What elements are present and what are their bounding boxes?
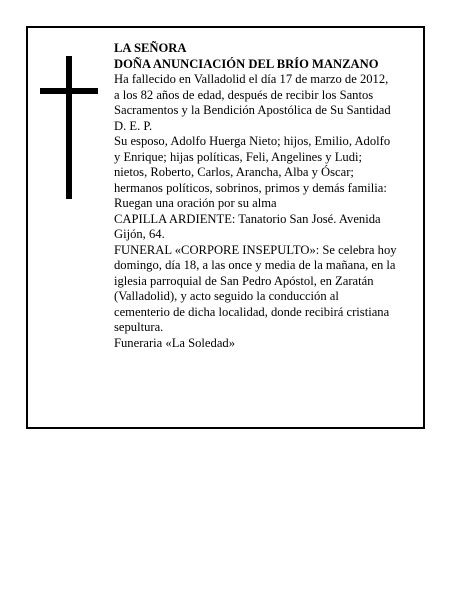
funeral-line: cementerio de dicha localidad, donde recibirá cristiana bbox=[114, 304, 390, 319]
chapel-line: CAPILLA ARDIENTE: Tanatorio San José. Avenida bbox=[114, 211, 381, 226]
cross-icon bbox=[40, 56, 98, 199]
heading-la-senora: LA SEÑORA bbox=[114, 41, 187, 55]
deceased-name: DOÑA ANUNCIACIÓN DEL BRÍO MANZANO bbox=[114, 56, 379, 71]
funeral-line: domingo, día 18, a las once y media de la mañana, en la bbox=[114, 258, 396, 272]
chapel-paragraph bbox=[114, 212, 424, 243]
funeral-line: FUNERAL «CORPORE INSEPULTO»: Se celebra hoy bbox=[114, 242, 397, 257]
funeral-home: Funeraria «La Soledad» bbox=[114, 335, 235, 350]
family-line: Su esposo, Adolfo Huerga Nieto; hijos, Emilio, Adolfo bbox=[114, 134, 391, 148]
family-line: Ruegan una oración por su alma bbox=[114, 196, 277, 210]
announcement-line: Sacramentos y la Bendición Apostólica de Su Santidad bbox=[114, 103, 391, 117]
announcement-line: a los 82 años de edad, después de recibir los Santos bbox=[114, 87, 374, 102]
funeral-line: iglesia parroquial de San Pedro Apóstol, en Zaratán bbox=[114, 273, 374, 288]
chapel-line: Gijón, 64. bbox=[114, 227, 165, 241]
funeral-line: sepultura. bbox=[114, 320, 164, 334]
funeral-line: (Valladolid), y acto seguido la conducción al bbox=[114, 289, 339, 303]
notice-text bbox=[114, 41, 424, 351]
family-line: nietos, Roberto, Carlos, Arancha, Alba y Óscar; bbox=[114, 165, 354, 179]
announcement-paragraph bbox=[114, 72, 424, 134]
announcement-line: D. E. P. bbox=[114, 118, 153, 133]
family-paragraph bbox=[114, 134, 424, 212]
announcement-line: Ha fallecido en Valladolid el día 17 de marzo de 2012, bbox=[114, 72, 389, 86]
family-line: hermanos políticos, sobrinos, primos y demás familia: bbox=[114, 180, 387, 195]
family-line: y Enrique; hijas políticas, Feli, Angelines y Ludi; bbox=[114, 149, 362, 164]
obituary-notice bbox=[26, 26, 425, 429]
funeral-paragraph bbox=[114, 243, 424, 336]
cross-vertical-bar bbox=[66, 56, 72, 199]
cross-horizontal-bar bbox=[40, 88, 98, 94]
